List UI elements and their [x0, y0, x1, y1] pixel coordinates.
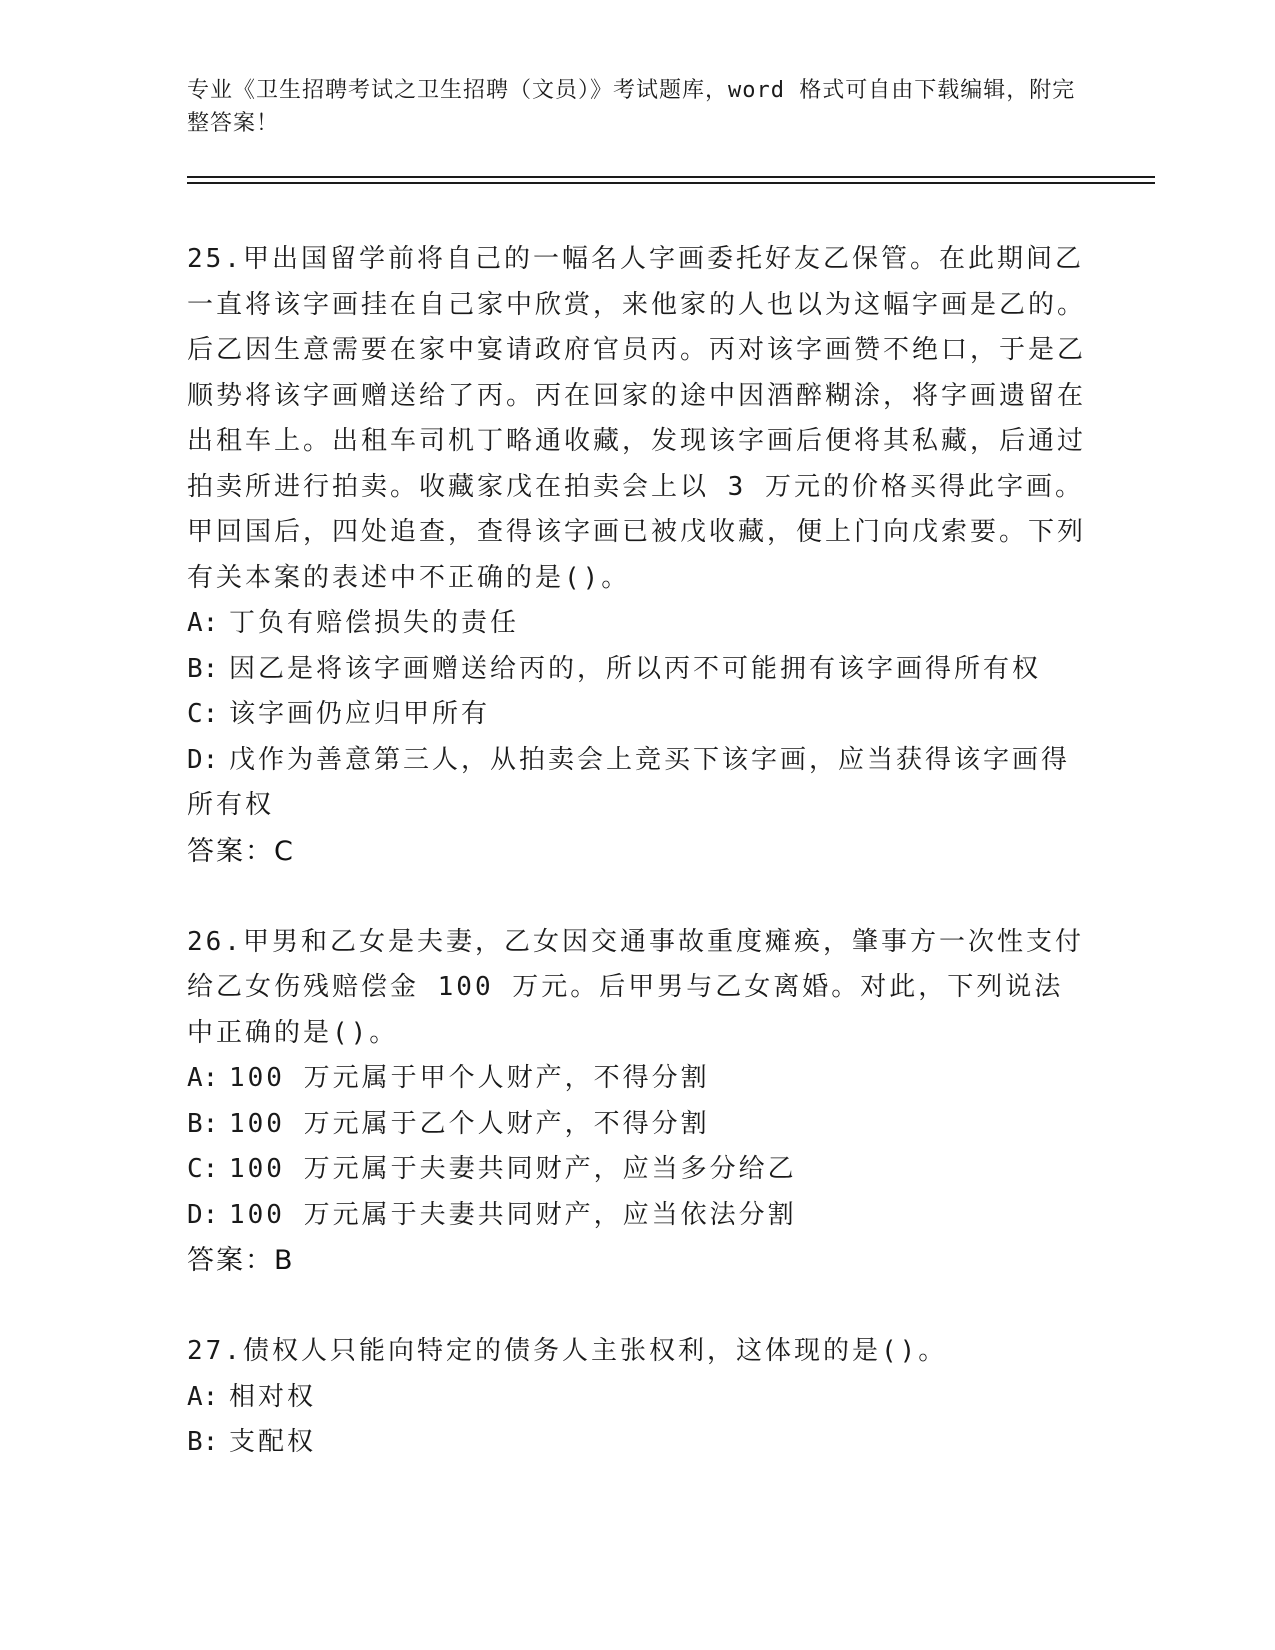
option-key: D:	[187, 744, 219, 775]
option-text: 戊作为善意第三人，从拍卖会上竞买下该字画，应当获得该字画得所有权	[187, 744, 1071, 820]
header-divider-bottom	[187, 182, 1155, 184]
option-key: A:	[187, 608, 219, 638]
option-text: 100 万元属于夫妻共同财产，应当多分给乙	[229, 1154, 797, 1184]
question-stem: 27.债权人只能向特定的债务人主张权利，这体现的是()。	[187, 1336, 948, 1366]
document-header: 专业《卫生招聘考试之卫生招聘（文员）》考试题库，word 格式可自由下载编辑，附完整答案！	[187, 78, 1076, 136]
option-text: 支配权	[229, 1427, 317, 1457]
question-25	[187, 237, 1087, 874]
option-text: 100 万元属于夫妻共同财产，应当依法分割	[229, 1199, 797, 1230]
option-d	[187, 1193, 1087, 1239]
answer-label: 答案：C	[187, 835, 295, 867]
option-text: 相对权	[229, 1381, 317, 1412]
question-stem: 26.甲男和乙女是夫妻，乙女因交通事故重度瘫痪，肇事方一次性支付给乙女伤残赔偿金 100 万元。后甲男与乙女离婚。对此，下列说法中正确的是()。	[187, 926, 1084, 1048]
option-key: B:	[187, 1108, 219, 1139]
option-a	[187, 1375, 1087, 1421]
option-key: D:	[187, 1199, 219, 1230]
option-text: 因乙是将该字画赠送给丙的，所以丙不可能拥有该字画得所有权	[229, 653, 1042, 684]
option-d	[187, 738, 1087, 829]
option-text: 该字画仍应归甲所有	[229, 699, 491, 729]
option-c	[187, 692, 1087, 738]
option-c	[187, 1147, 1087, 1193]
question-stem: 25.甲出国留学前将自己的一幅名人字画委托好友乙保管。在此期间乙一直将该字画挂在自己家中欣赏，来他家的人也以为这幅字画是乙的。后乙因生意需要在家中宴请政府官员丙。丙对该字画赞不绝口，于是乙顺势将该字画赠送给了丙。丙在回家的途中因酒醉糊涂，将字画遗留在出租车上。出租车司机丁略通收藏，发现该字画后便将其私藏，后通过拍卖所进行拍卖。收藏家戊在拍卖会上以 3 万元的价格买得此字画。甲回国后，四处追查，查得该字画已被戊收藏，便上门向戊索要。下列有关本案的表述中不正确的是()。	[187, 244, 1087, 593]
option-key: A:	[187, 1063, 219, 1093]
option-key: B:	[187, 1427, 219, 1457]
answer-label: 答案：B	[187, 1245, 295, 1276]
option-key: B:	[187, 653, 219, 684]
header-divider-top	[187, 176, 1155, 178]
option-a	[187, 1056, 1087, 1102]
option-b	[187, 647, 1087, 693]
option-text: 丁负有赔偿损失的责任	[229, 608, 520, 638]
option-text: 100 万元属于乙个人财产，不得分割	[229, 1108, 710, 1139]
option-key: A:	[187, 1381, 219, 1412]
question-26	[187, 920, 1087, 1284]
option-b	[187, 1102, 1087, 1148]
question-27	[187, 1329, 1087, 1466]
option-b	[187, 1420, 1087, 1466]
option-a	[187, 601, 1087, 647]
question-list	[187, 237, 1087, 1512]
option-text: 100 万元属于甲个人财产，不得分割	[229, 1063, 710, 1093]
option-key: C:	[187, 699, 219, 729]
option-key: C:	[187, 1154, 219, 1184]
